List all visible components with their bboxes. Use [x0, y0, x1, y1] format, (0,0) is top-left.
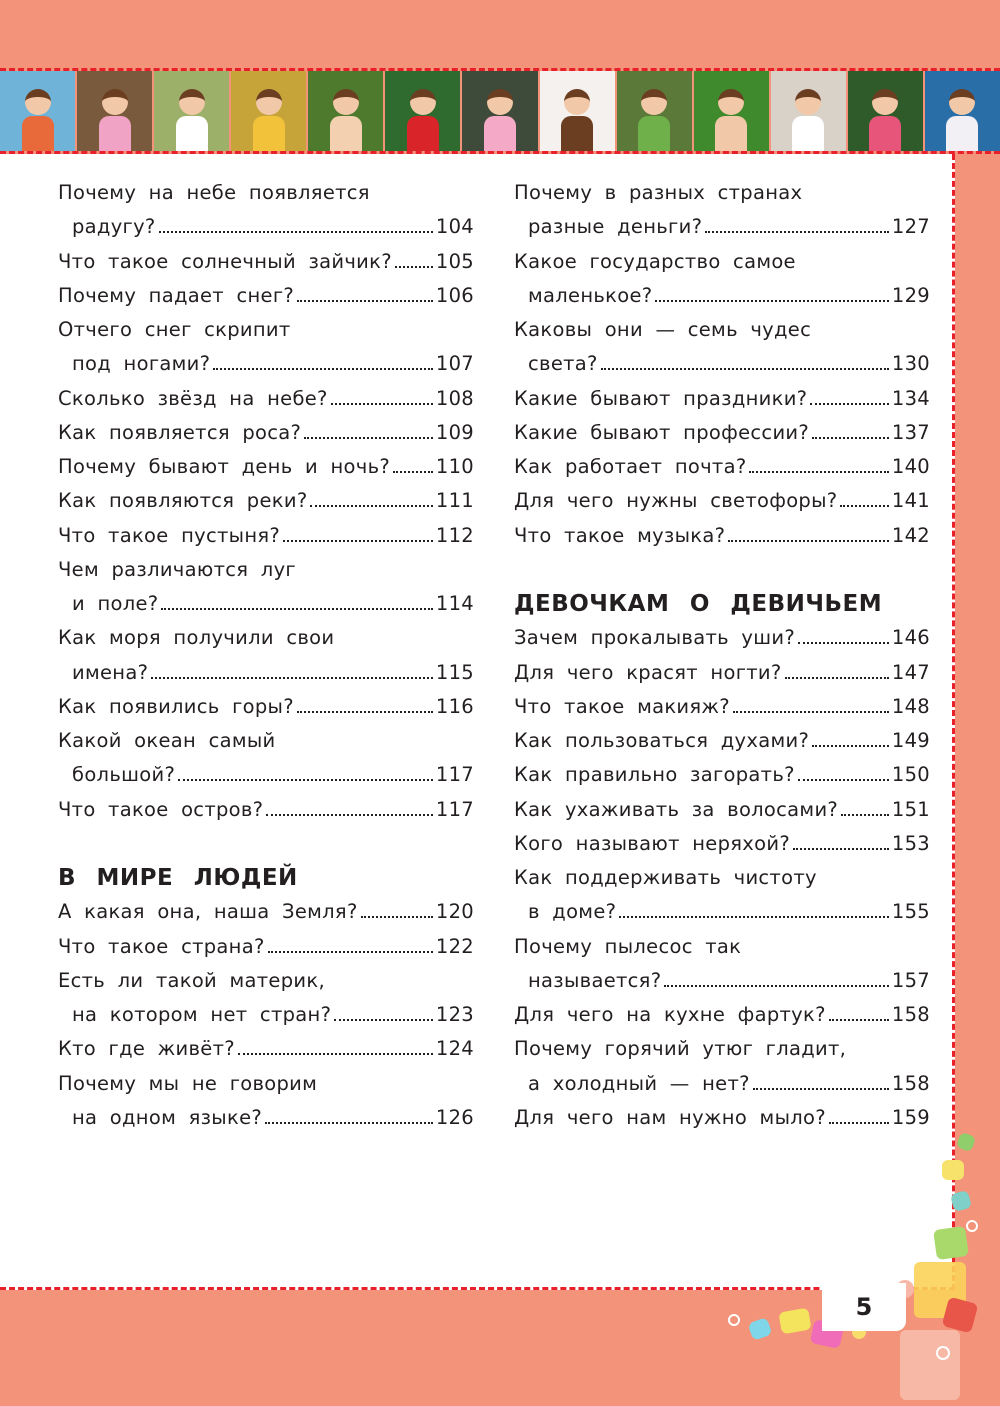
toc-entry-title: радугу? — [72, 215, 156, 239]
dot-leader — [334, 1019, 433, 1021]
toc-entry-title: Как появляются реки? — [58, 489, 308, 513]
toc-entry-title: Как работает почта? — [514, 455, 747, 478]
toc-entry[interactable] — [514, 176, 930, 210]
toc-entry-page: 141 — [891, 489, 930, 513]
toc-entry-title: Что такое макияж? — [514, 694, 730, 718]
dot-leader — [310, 505, 432, 507]
toc-entry[interactable] — [58, 519, 474, 553]
dot-leader — [793, 848, 889, 850]
toc-entry[interactable] — [58, 621, 474, 655]
child-photo — [925, 71, 1000, 151]
dot-leader — [798, 779, 889, 781]
confetti-dot — [936, 1346, 950, 1360]
dot-leader — [283, 540, 433, 542]
toc-entry-title: Каковы они — семь чудес — [514, 318, 812, 341]
dot-leader — [798, 642, 889, 644]
child-head-icon — [641, 89, 667, 115]
dot-leader — [151, 677, 433, 679]
toc-right-column — [514, 176, 930, 1135]
toc-entry[interactable] — [514, 793, 930, 827]
dot-leader — [705, 231, 889, 233]
toc-entry[interactable] — [58, 587, 474, 621]
toc-entry-title: большой? — [72, 763, 176, 787]
toc-entry[interactable] — [58, 1067, 474, 1101]
toc-entry[interactable] — [58, 998, 474, 1032]
toc-entry[interactable] — [58, 313, 474, 347]
toc-entry-title: в доме? — [528, 900, 617, 924]
toc-entry-page: 112 — [435, 523, 474, 547]
toc-entry-title: Для чего на кухне фартук? — [514, 1003, 826, 1026]
toc-entry-title: маленькое? — [528, 283, 653, 307]
toc-entry-page: 142 — [891, 523, 930, 547]
toc-entry-page: 130 — [891, 352, 930, 376]
toc-entry-page: 122 — [435, 934, 474, 958]
dot-leader — [297, 300, 433, 302]
toc-entry-page: 148 — [891, 694, 930, 718]
toc-entry-page: 123 — [435, 1003, 474, 1026]
child-head-icon — [564, 89, 590, 115]
toc-entry-title: Как пользоваться духами? — [514, 729, 810, 752]
child-body-icon — [253, 116, 285, 151]
child-head-icon — [25, 89, 51, 115]
toc-entry[interactable] — [58, 176, 474, 210]
toc-entry-page: 158 — [891, 1003, 930, 1026]
toc-entry-title: света? — [528, 352, 598, 376]
child-photo — [154, 71, 229, 151]
toc-entry-title: Почему бывают день и ночь? — [58, 455, 391, 478]
toc-entry[interactable] — [514, 347, 930, 381]
toc-entry-page: 117 — [435, 763, 474, 787]
toc-entry[interactable] — [514, 519, 930, 553]
toc-entry[interactable] — [58, 245, 474, 279]
dot-leader — [829, 1019, 889, 1021]
toc-entry[interactable] — [58, 450, 474, 484]
toc-entry[interactable] — [514, 861, 930, 895]
toc-entry-page: 155 — [891, 900, 930, 924]
page-number: 5 — [822, 1283, 906, 1331]
toc-entry[interactable] — [58, 656, 474, 690]
toc-entry[interactable] — [514, 279, 930, 313]
toc-entry[interactable] — [514, 827, 930, 861]
toc-entry-page: 134 — [891, 386, 930, 410]
toc-entry-page: 110 — [435, 455, 474, 478]
dot-leader — [297, 711, 433, 713]
toc-entry[interactable] — [514, 1067, 930, 1101]
toc-entry-page: 124 — [435, 1037, 474, 1061]
child-body-icon — [330, 116, 362, 151]
toc-entry-title: имена? — [72, 660, 149, 684]
toc-entry-title: Почему падает снег? — [58, 283, 295, 307]
toc-entry-title: Что такое музыка? — [514, 523, 726, 547]
child-body-icon — [99, 116, 131, 151]
child-photo — [848, 71, 923, 151]
toc-entry-title: Почему пылесос так — [514, 934, 742, 958]
toc-entry-title: Как моря получили свои — [58, 626, 335, 650]
dot-leader — [619, 916, 889, 918]
child-head-icon — [718, 89, 744, 115]
toc-entry-title: Почему на небе появляется — [58, 181, 370, 204]
toc-entry-page: 137 — [891, 420, 930, 444]
child-photo — [771, 71, 846, 151]
toc-entry-page: 159 — [891, 1105, 930, 1129]
section-spacer — [58, 827, 474, 861]
toc-entry[interactable] — [58, 724, 474, 758]
dot-leader — [810, 403, 889, 405]
toc-entry-title: Какие бывают профессии? — [514, 420, 810, 444]
child-photo — [77, 71, 152, 151]
toc-entry[interactable] — [514, 964, 930, 998]
confetti-square — [778, 1308, 811, 1335]
toc-entry-title: А какая она, наша Земля? — [58, 900, 358, 924]
dot-leader — [749, 471, 888, 473]
toc-entry[interactable] — [58, 964, 474, 998]
toc-entry[interactable] — [514, 758, 930, 792]
toc-entry-page: 129 — [891, 283, 930, 307]
dot-leader — [733, 711, 889, 713]
toc-entry[interactable] — [514, 998, 930, 1032]
toc-entry[interactable] — [514, 656, 930, 690]
toc-entry-page: 126 — [435, 1105, 474, 1129]
section-heading: В МИРЕ ЛЮДЕЙ — [58, 865, 298, 891]
toc-entry[interactable] — [58, 210, 474, 244]
confetti-square — [942, 1160, 964, 1180]
toc-entry[interactable] — [58, 347, 474, 381]
child-photo — [694, 71, 769, 151]
confetti-square — [950, 1190, 972, 1212]
confetti-square — [942, 1297, 979, 1334]
toc-entry-page: 116 — [435, 694, 474, 718]
dot-leader — [841, 814, 889, 816]
toc-entry-title: Почему горячий утюг гладит, — [514, 1037, 847, 1061]
dot-leader — [785, 677, 889, 679]
section-heading: ДЕВОЧКАМ О ДЕВИЧЬЕМ — [514, 591, 883, 617]
dot-leader — [161, 608, 432, 610]
dot-leader — [664, 985, 889, 987]
toc-entry-title: Как правильно загорать? — [514, 763, 795, 787]
child-body-icon — [561, 116, 593, 151]
toc-entry-title: Для чего нужны светофоры? — [514, 489, 838, 513]
toc-entry-title: Чем различаются луг — [58, 557, 296, 581]
toc-entry-page: 107 — [435, 352, 474, 376]
dot-leader — [213, 368, 433, 370]
toc-entry-page: 108 — [435, 386, 474, 410]
confetti-square — [900, 1330, 960, 1400]
toc-entry-title: Какой океан самый — [58, 729, 276, 752]
child-body-icon — [869, 116, 901, 151]
toc-entry[interactable] — [514, 382, 930, 416]
dot-leader — [395, 266, 433, 268]
child-photo — [231, 71, 306, 151]
toc-entry-title: Зачем прокалывать уши? — [514, 626, 796, 650]
toc-entry-title: Как появились горы? — [58, 694, 294, 718]
dot-leader — [840, 505, 888, 507]
toc-entry-title: на котором нет стран? — [72, 1003, 332, 1026]
toc-entry-page: 151 — [891, 797, 930, 821]
toc-entry[interactable] — [514, 416, 930, 450]
child-photo — [0, 71, 75, 151]
toc-entry-title: Отчего снег скрипит — [58, 318, 291, 341]
dot-leader — [753, 1088, 889, 1090]
toc-entry[interactable] — [514, 210, 930, 244]
dot-leader — [265, 1122, 433, 1124]
dot-leader — [655, 300, 888, 302]
toc-entry-page: 147 — [891, 660, 930, 684]
toc-entry-title: Что такое остров? — [58, 797, 264, 821]
toc-entry-title: на одном языке? — [72, 1105, 263, 1129]
child-body-icon — [484, 116, 516, 151]
toc-entry-title: Есть ли такой материк, — [58, 968, 325, 992]
dot-leader — [268, 951, 433, 953]
dot-leader — [812, 745, 889, 747]
child-body-icon — [715, 116, 747, 151]
toc-entry[interactable] — [58, 690, 474, 724]
toc-entry[interactable] — [514, 621, 930, 655]
toc-entry-page: 106 — [435, 283, 474, 307]
toc-entry-title: Что такое страна? — [58, 934, 265, 958]
section-spacer — [514, 553, 930, 587]
toc-entry[interactable] — [58, 758, 474, 792]
child-photo — [385, 71, 460, 151]
child-head-icon — [333, 89, 359, 115]
toc-entry[interactable] — [58, 484, 474, 518]
toc-entry-page: 105 — [435, 249, 474, 273]
toc-entry-title: Почему в разных странах — [514, 181, 803, 204]
child-body-icon — [638, 116, 670, 151]
dot-leader — [728, 540, 889, 542]
child-head-icon — [102, 89, 128, 115]
toc-left-column — [58, 176, 474, 1135]
top-decorative-band — [0, 0, 1000, 64]
toc-entry-title: называется? — [528, 968, 662, 992]
toc-entry-page: 157 — [891, 968, 930, 992]
child-head-icon — [256, 89, 282, 115]
child-photo — [617, 71, 692, 151]
toc-entry[interactable] — [58, 895, 474, 929]
child-body-icon — [22, 116, 54, 151]
toc-entry-page: 120 — [435, 900, 474, 924]
toc-entry-page: 150 — [891, 763, 930, 787]
child-head-icon — [872, 89, 898, 115]
child-photo — [540, 71, 615, 151]
confetti-square — [956, 1132, 977, 1153]
confetti-square — [933, 1226, 969, 1260]
child-head-icon — [410, 89, 436, 115]
child-photo — [462, 71, 537, 151]
child-photo — [308, 71, 383, 151]
toc-entry[interactable] — [58, 1032, 474, 1066]
toc-entry[interactable] — [514, 1032, 930, 1066]
toc-entry-title: под ногами? — [72, 352, 211, 376]
toc-entry-title: Кого называют неряхой? — [514, 831, 790, 855]
toc-entry[interactable] — [514, 484, 930, 518]
toc-entry-title: Что такое солнечный зайчик? — [58, 249, 392, 273]
dot-leader — [829, 1122, 889, 1124]
toc-entry[interactable] — [514, 895, 930, 929]
dot-leader — [266, 814, 433, 816]
toc-entry-page: 114 — [435, 592, 474, 615]
toc-entry-title: Для чего нам нужно мыло? — [514, 1105, 826, 1129]
toc-entry[interactable] — [514, 313, 930, 347]
toc-entry[interactable] — [58, 279, 474, 313]
toc-entry-page: 158 — [891, 1071, 930, 1095]
dot-leader — [601, 368, 889, 370]
child-body-icon — [407, 116, 439, 151]
dot-leader — [238, 1053, 433, 1055]
dot-leader — [178, 779, 433, 781]
toc-entry[interactable] — [58, 930, 474, 964]
toc-entry-page: 127 — [891, 215, 930, 239]
toc-entry[interactable] — [514, 930, 930, 964]
toc-entry-title: Какое государство самое — [514, 249, 796, 273]
toc-entry[interactable] — [514, 450, 930, 484]
dot-leader — [812, 437, 889, 439]
toc-entry-title: разные деньги? — [528, 215, 703, 239]
toc-entry[interactable] — [58, 1101, 474, 1135]
toc-entry[interactable] — [514, 245, 930, 279]
child-head-icon — [179, 89, 205, 115]
toc-entry[interactable] — [58, 382, 474, 416]
confetti-dot — [966, 1220, 978, 1232]
toc-entry-title: Сколько звёзд на небе? — [58, 386, 328, 410]
toc-entry-title: Для чего красят ногти? — [514, 660, 782, 684]
toc-entry-title: а холодный — нет? — [528, 1071, 750, 1095]
toc-entry-title: Почему мы не говорим — [58, 1071, 318, 1095]
photo-strip — [0, 68, 1000, 154]
toc-entry-page: 109 — [435, 420, 474, 444]
toc-entry[interactable] — [58, 793, 474, 827]
dot-leader — [304, 437, 433, 439]
toc-entry-page: 153 — [891, 831, 930, 855]
confetti-dot — [728, 1314, 740, 1326]
toc-entry-page: 140 — [891, 455, 930, 478]
toc-entry-page: 115 — [435, 660, 474, 684]
toc-entry-title: и поле? — [72, 592, 159, 615]
toc-entry-title: Кто где живёт? — [58, 1037, 235, 1061]
child-body-icon — [946, 116, 978, 151]
toc-entry-page: 117 — [435, 797, 474, 821]
child-head-icon — [949, 89, 975, 115]
dot-leader — [331, 403, 433, 405]
toc-entry-title: Какие бывают праздники? — [514, 386, 808, 410]
toc-entry-title: Как поддерживать чистоту — [514, 866, 817, 889]
toc-entry-title: Как появляется роса? — [58, 420, 302, 444]
child-body-icon — [176, 116, 208, 151]
toc-entry-title: Что такое пустыня? — [58, 523, 281, 547]
confetti-square — [748, 1317, 773, 1341]
dot-leader — [159, 231, 433, 233]
toc-entry-page: 111 — [435, 489, 474, 513]
toc-entry[interactable] — [514, 724, 930, 758]
dot-leader — [393, 471, 433, 473]
child-head-icon — [487, 89, 513, 115]
toc-entry-page: 149 — [891, 729, 930, 752]
toc-entry-title: Как ухаживать за волосами? — [514, 797, 839, 821]
toc-entry-page: 104 — [435, 215, 474, 239]
child-head-icon — [795, 89, 821, 115]
toc-entry[interactable] — [514, 690, 930, 724]
toc-entry-page: 146 — [891, 626, 930, 650]
dot-leader — [361, 916, 433, 918]
child-body-icon — [792, 116, 824, 151]
toc-entry[interactable] — [58, 553, 474, 587]
toc-entry[interactable] — [514, 1101, 930, 1135]
toc-entry[interactable] — [58, 416, 474, 450]
